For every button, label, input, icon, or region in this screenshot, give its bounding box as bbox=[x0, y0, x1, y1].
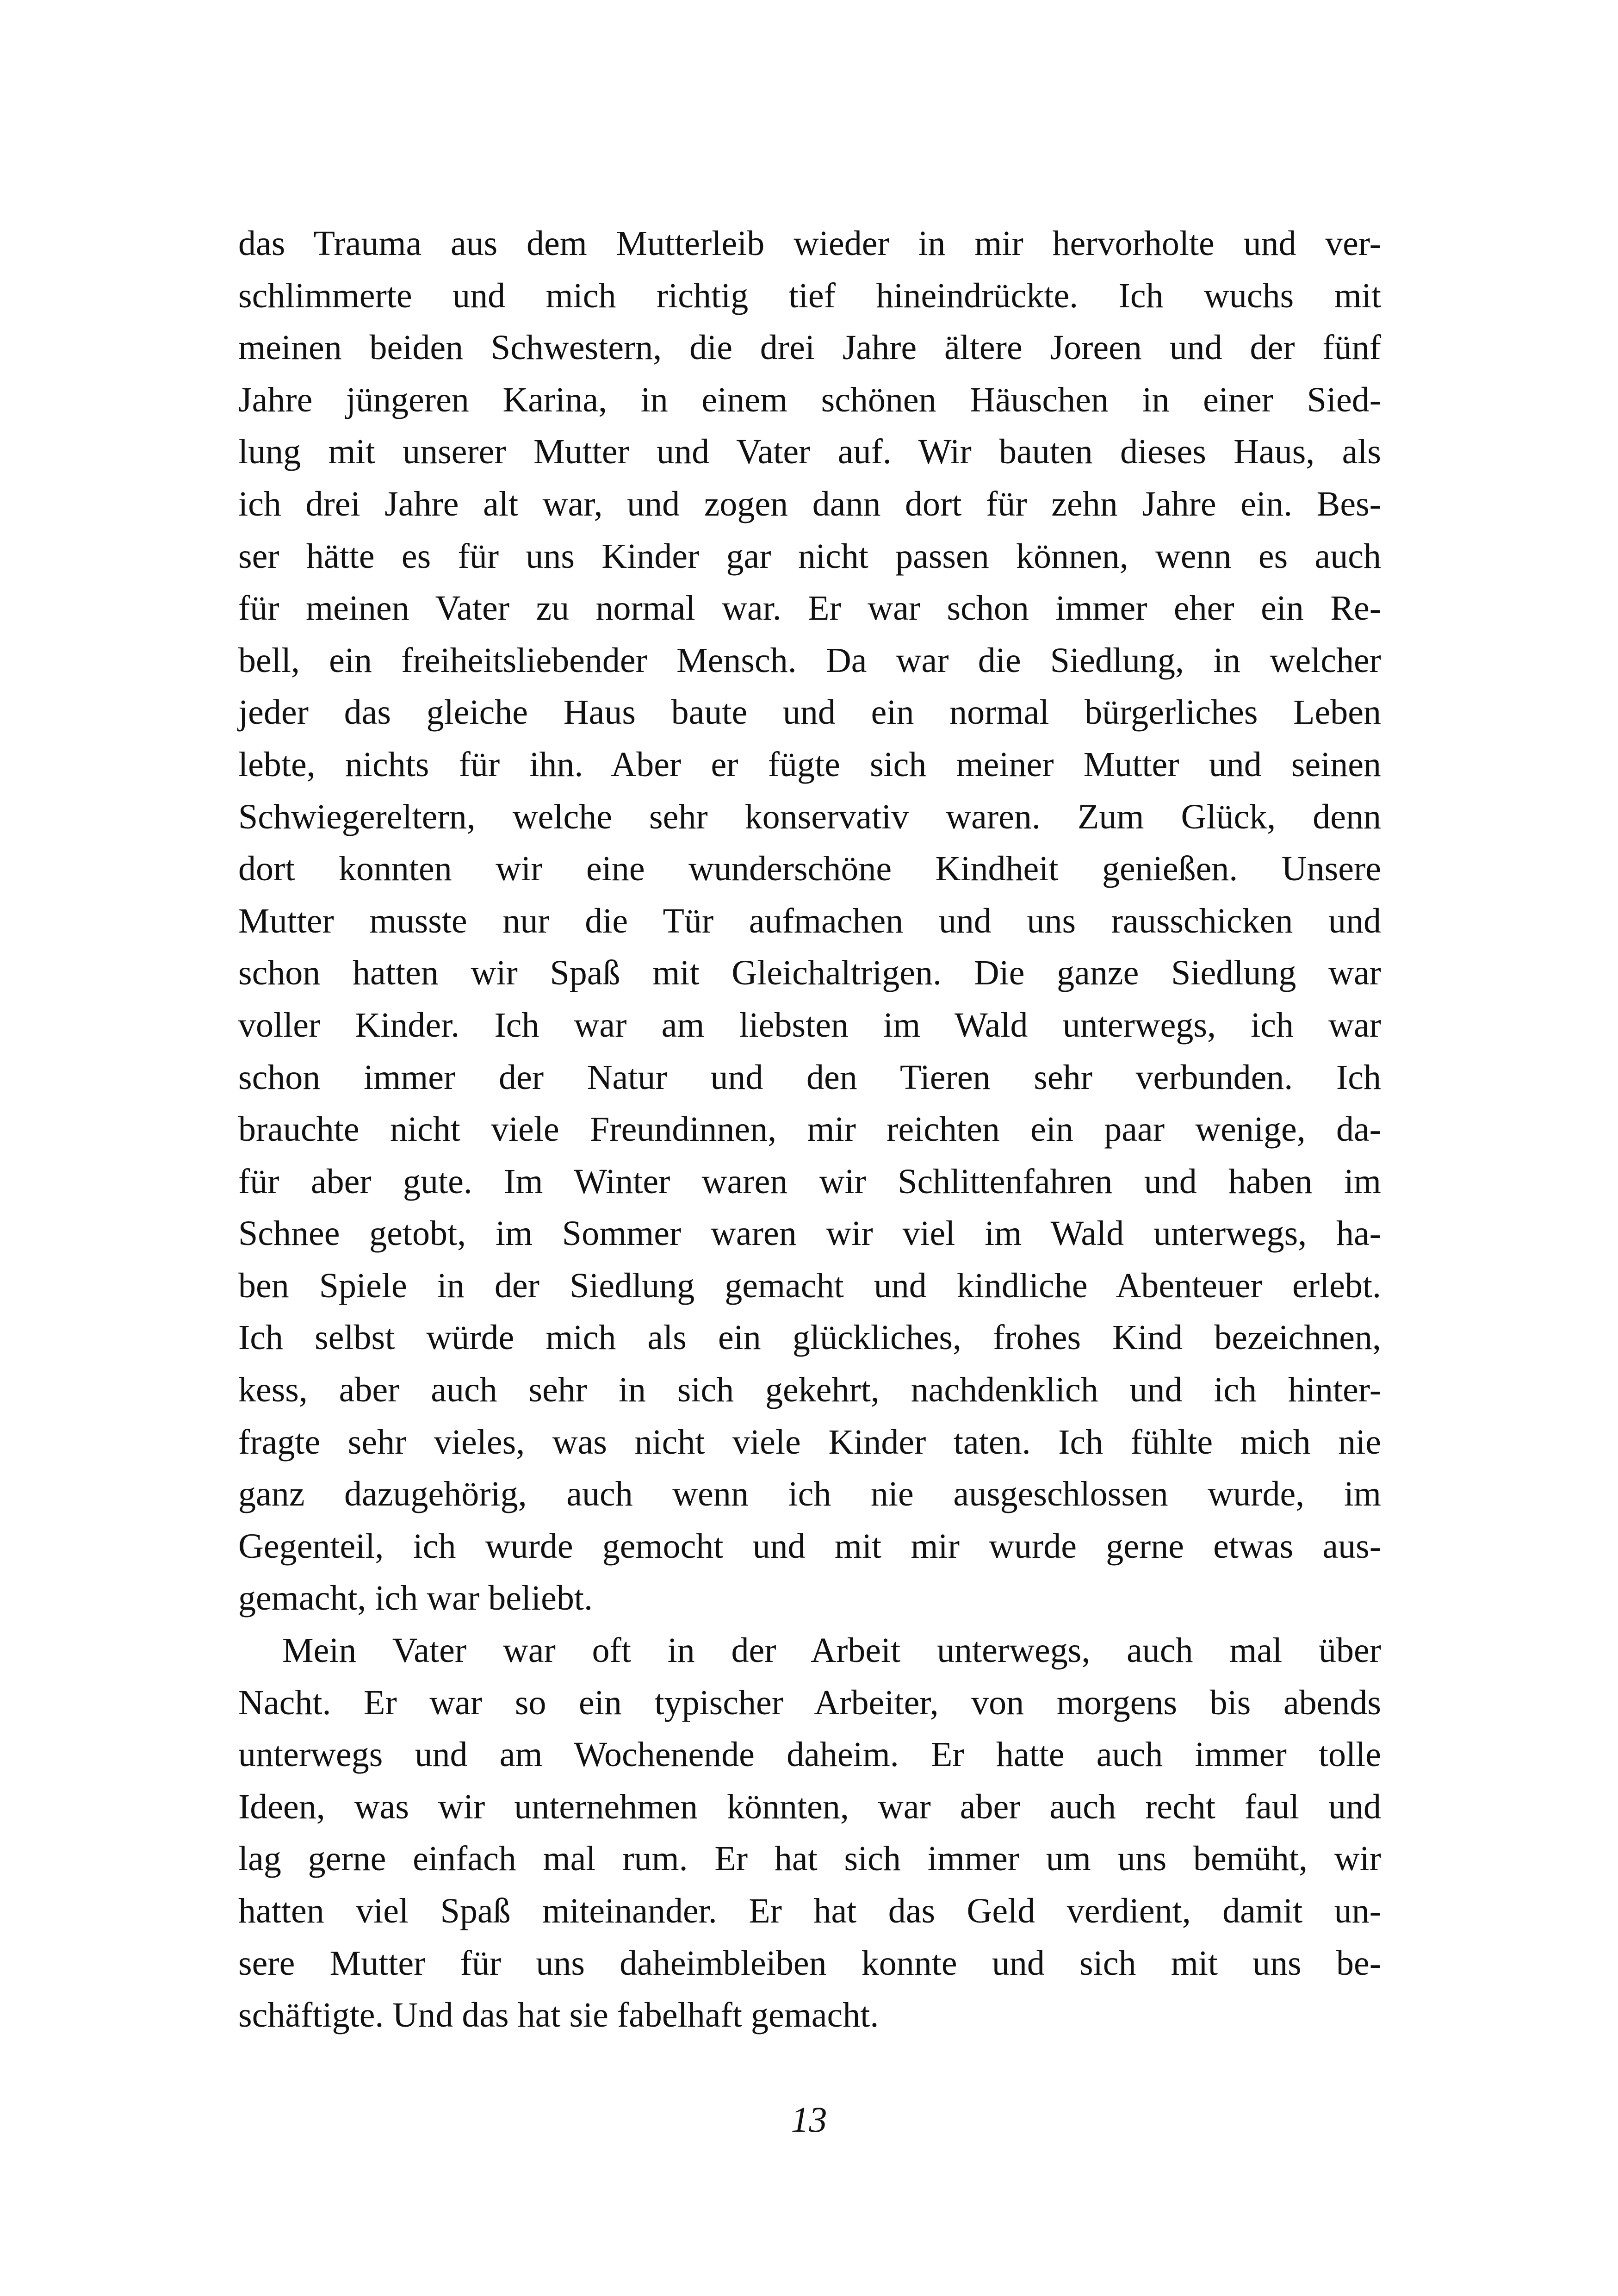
text-line: Mein Vater war oft in der Arbeit unterwegs, auch mal über bbox=[282, 1631, 1381, 1670]
text-line: unterwegs und am Wochenende daheim. Er hatte auch immer tolle bbox=[238, 1735, 1381, 1774]
text-line: bell, ein freiheitsliebender Mensch. Da war die Siedlung, in welcher bbox=[238, 641, 1381, 680]
text-line: kess, aber auch sehr in sich gekehrt, nachdenklich und ich hinter- bbox=[238, 1370, 1381, 1410]
text-line: jeder das gleiche Haus baute und ein normal bürgerliches Leben bbox=[238, 693, 1381, 732]
text-line: Schnee getobt, im Sommer waren wir viel im Wald unterwegs, ha- bbox=[238, 1214, 1381, 1253]
text-line: ben Spiele in der Siedlung gemacht und kindliche Abenteuer erlebt. bbox=[238, 1266, 1381, 1305]
text-line: für aber gute. Im Winter waren wir Schlittenfahren und haben im bbox=[238, 1162, 1381, 1201]
text-line: Gegenteil, ich wurde gemocht und mit mir wurde gerne etwas aus- bbox=[238, 1526, 1381, 1566]
text-line: hatten viel Spaß miteinander. Er hat das Geld verdient, damit un- bbox=[238, 1892, 1381, 1930]
text-line: ganz dazugehörig, auch wenn ich nie ausgeschlossen wurde, im bbox=[238, 1475, 1381, 1514]
text-line: lung mit unserer Mutter und Vater auf. Wir bauten dieses Haus, als bbox=[238, 432, 1381, 472]
text-line: Ideen, was wir unternehmen könnten, war aber auch recht faul und bbox=[238, 1787, 1381, 1826]
paragraph bbox=[238, 218, 1381, 1624]
text-line: dort konnten wir eine wunderschöne Kindheit genießen. Unsere bbox=[238, 849, 1381, 889]
text-line: Nacht. Er war so ein typischer Arbeiter, von morgens bis abends bbox=[238, 1683, 1381, 1722]
paragraph bbox=[238, 1624, 1381, 2041]
text-line: lag gerne einfach mal rum. Er hat sich immer um uns bemüht, wir bbox=[238, 1839, 1381, 1879]
text-line: für meinen Vater zu normal war. Er war schon immer eher ein Re- bbox=[238, 589, 1381, 628]
text-line: Ich selbst würde mich als ein glückliches, frohes Kind bezeichnen, bbox=[238, 1318, 1381, 1357]
body-text bbox=[238, 218, 1381, 2041]
text-line: brauchte nicht viele Freundinnen, mir reichten ein paar wenige, da- bbox=[238, 1110, 1381, 1149]
text-line: fragte sehr vieles, was nicht viele Kinder taten. Ich fühlte mich nie bbox=[238, 1422, 1381, 1462]
text-line: schäftigte. Und das hat sie fabelhaft gemacht. bbox=[238, 1996, 879, 2035]
text-line: Mutter musste nur die Tür aufmachen und uns rausschicken und bbox=[238, 901, 1381, 940]
text-line: sere Mutter für uns daheimbleiben konnte und sich mit uns be- bbox=[238, 1943, 1381, 1983]
text-line: Jahre jüngeren Karina, in einem schönen Häuschen in einer Sied- bbox=[238, 380, 1381, 419]
text-line: schlimmerte und mich richtig tief hineindrückte. Ich wuchs mit bbox=[238, 276, 1381, 315]
text-line: gemacht, ich war beliebt. bbox=[238, 1579, 593, 1618]
text-line: ser hätte es für uns Kinder gar nicht passen können, wenn es auch bbox=[238, 536, 1381, 576]
text-line: Schwiegereltern, welche sehr konservativ waren. Zum Glück, denn bbox=[238, 797, 1381, 836]
text-line: ich drei Jahre alt war, und zogen dann dort für zehn Jahre ein. Bes- bbox=[238, 484, 1381, 523]
page-number: 13 bbox=[791, 2099, 827, 2140]
text-line: lebte, nichts für ihn. Aber er fügte sich meiner Mutter und seinen bbox=[238, 745, 1381, 784]
text-line: meinen beiden Schwestern, die drei Jahre ältere Joreen und der fünf bbox=[238, 328, 1381, 367]
text-line: schon immer der Natur und den Tieren sehr verbunden. Ich bbox=[238, 1058, 1381, 1097]
text-line: voller Kinder. Ich war am liebsten im Wald unterwegs, ich war bbox=[238, 1005, 1381, 1045]
text-line: schon hatten wir Spaß mit Gleichaltrigen. Die ganze Siedlung war bbox=[238, 953, 1381, 993]
text-line: das Trauma aus dem Mutterleib wieder in mir hervorholte und ver- bbox=[238, 224, 1381, 263]
